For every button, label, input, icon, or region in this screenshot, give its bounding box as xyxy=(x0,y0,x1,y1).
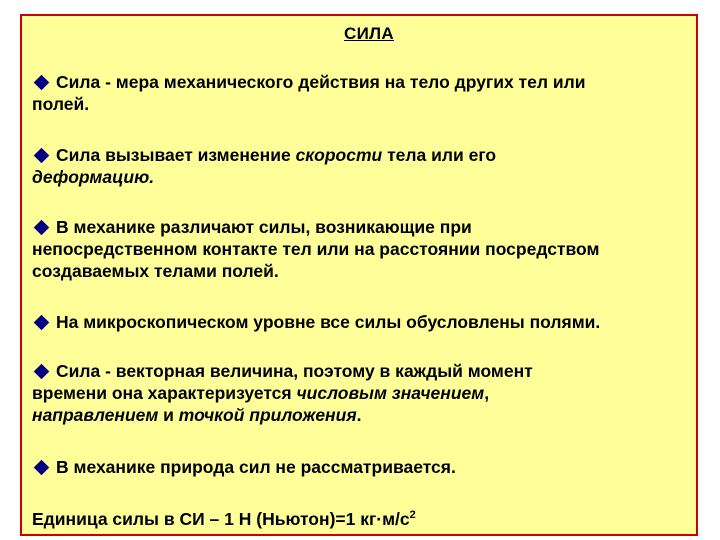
paragraph-force-effect xyxy=(32,144,694,188)
text-span: Единица силы в СИ – 1 Н (Ньютон)=1 кг·м/с xyxy=(32,509,410,529)
text-span: В механике природа сил не рассматривается. xyxy=(56,457,456,477)
slide-title: СИЛА xyxy=(344,24,394,43)
text-line xyxy=(32,144,694,166)
text-line xyxy=(32,504,694,530)
text-line xyxy=(32,311,694,333)
italic-term: точкой приложения xyxy=(178,405,357,425)
text-span: Сила вызывает изменение xyxy=(56,145,296,165)
text-span: Сила - мера механического действия на тело других тел или xyxy=(56,72,586,92)
paragraph-force-types xyxy=(32,216,694,282)
diamond-bullet-icon xyxy=(34,75,50,91)
diamond-bullet-icon xyxy=(34,364,50,380)
paragraph-vector-quantity xyxy=(32,360,694,426)
text-line: непосредственном контакте тел или на расстоянии посредством xyxy=(32,239,600,259)
text-line xyxy=(32,71,694,93)
paragraph-si-unit xyxy=(32,504,694,530)
text-span: Сила - векторная величина, поэтому в каждый момент xyxy=(56,361,533,381)
text-span: В механике различают силы, возникающие при xyxy=(56,217,472,237)
italic-term: числовым значением xyxy=(296,383,485,403)
text-span: . xyxy=(356,405,362,425)
diamond-bullet-icon xyxy=(34,315,50,331)
italic-term: скорости xyxy=(295,145,383,165)
diamond-bullet-icon xyxy=(34,148,50,164)
italic-term: направлением xyxy=(32,405,159,425)
text-line xyxy=(32,216,694,238)
paragraph-force-definition xyxy=(32,71,694,115)
superscript: 2 xyxy=(409,509,416,521)
text-span: и xyxy=(158,405,179,425)
text-line: полей. xyxy=(32,94,90,114)
text-line xyxy=(32,456,694,478)
text-span: тела или его xyxy=(382,145,497,165)
text-line xyxy=(32,360,694,382)
text-line xyxy=(32,382,694,404)
italic-term: деформацию. xyxy=(32,167,155,187)
text-span: , xyxy=(484,383,490,403)
text-span: времени она характеризуется xyxy=(32,383,297,403)
paragraph-nature-of-forces xyxy=(32,456,694,478)
diamond-bullet-icon xyxy=(34,220,50,236)
paragraph-microscopic-level xyxy=(32,311,694,333)
text-span: На микроскопическом уровне все силы обусловлены полями. xyxy=(56,312,601,332)
text-line: создаваемых телами полей. xyxy=(32,261,279,281)
slide-panel xyxy=(20,14,698,536)
text-line xyxy=(32,404,694,426)
diamond-bullet-icon xyxy=(34,460,50,476)
